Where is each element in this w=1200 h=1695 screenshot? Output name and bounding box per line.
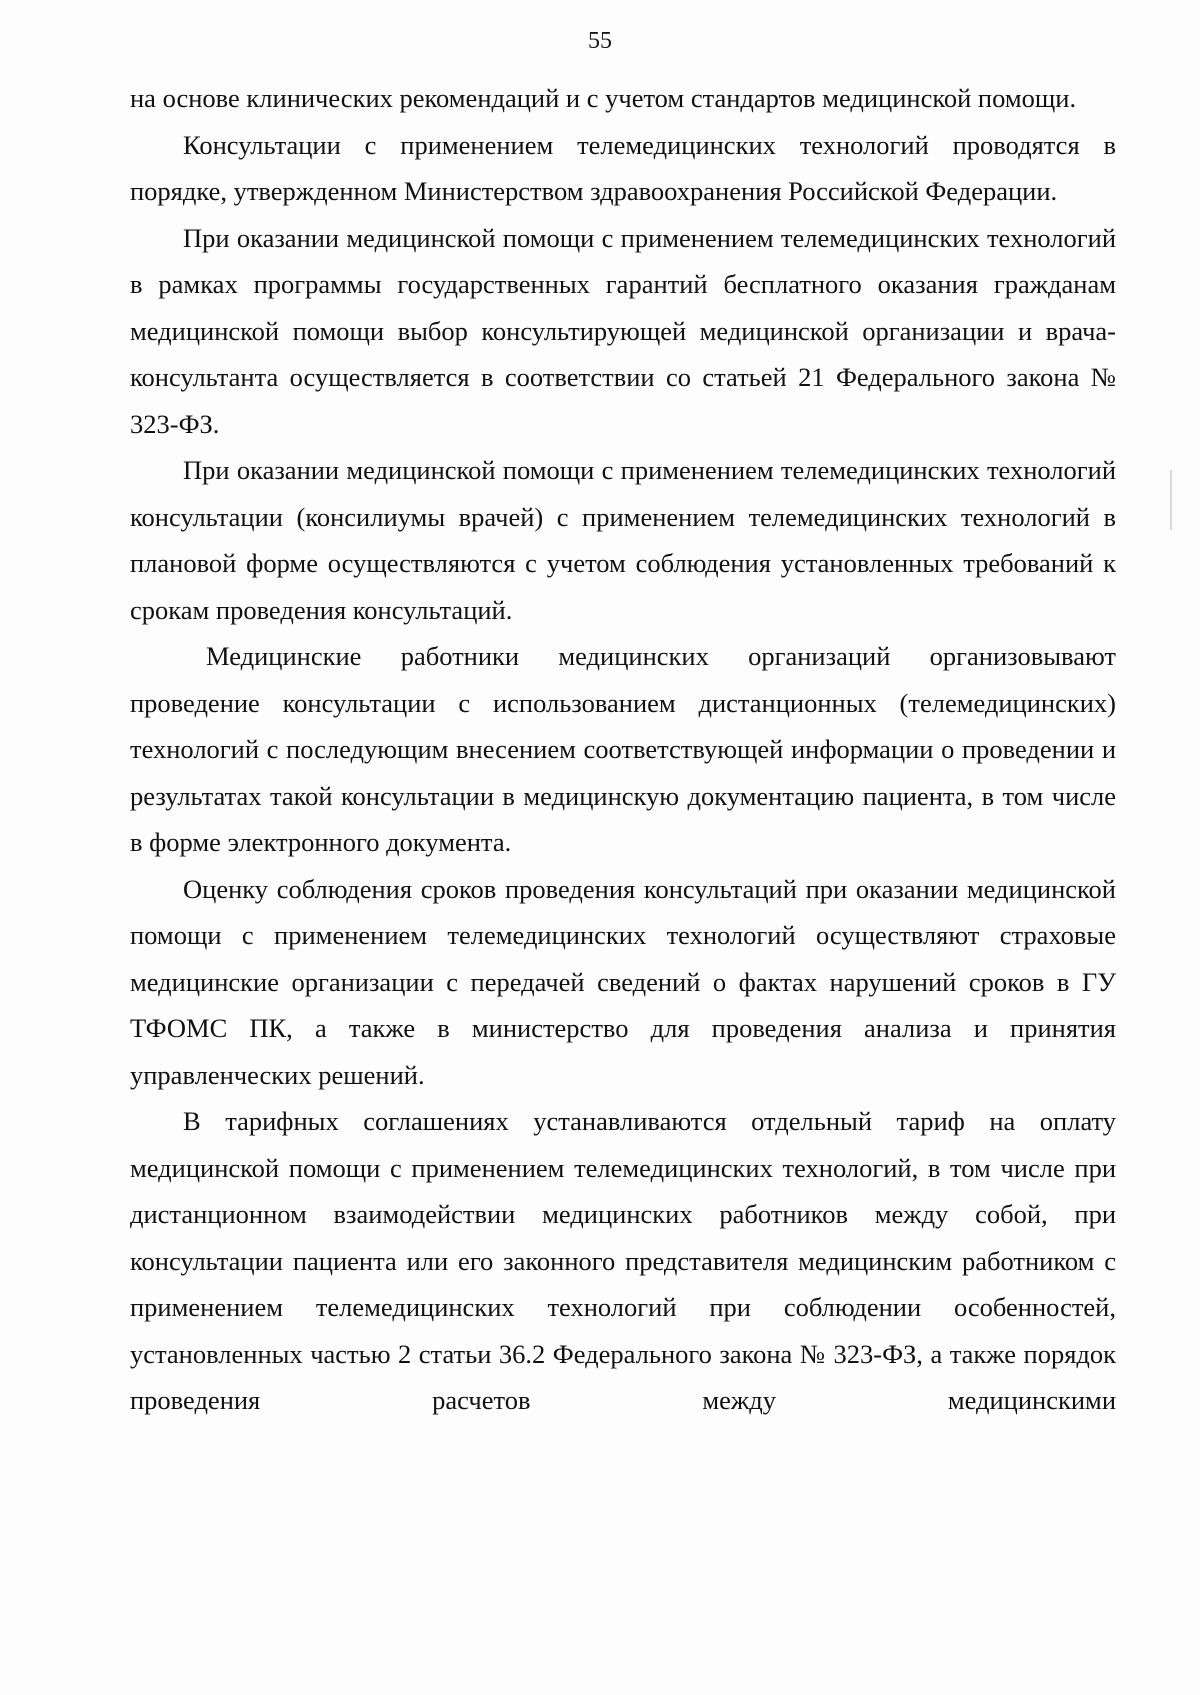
paragraph-telemedicine-consultations: Консультации с применением телемедицинских технологий проводятся в порядке, утвержденном Министерством здравоохранения Российской Федерации. (130, 129, 1116, 206)
paragraph-continuation: на основе клинических рекомендаций и с учетом стандартов медицинской помощи. (130, 83, 1077, 113)
paragraph-timeliness-assessment: Оценку соблюдения сроков проведения консультаций при оказании медицинской помощи с применением телемедицинских технологий осуществляют страховые медицинские организации с передачей сведений о фактах нарушений сроков в ГУ ТФОМС ПК, а также в министерство для проведения анализа и принятия управленческих решений. (130, 873, 1116, 1090)
page-number: 55 (588, 28, 612, 54)
paragraph-tariff-agreements: В тарифных соглашениях устанавливаются отдельный тариф на оплату медицинской помощи с применением телемедицинских технологий, в том числе при дистанционном взаимодействии медицинских работников между собой, при консультации пациента или его законного представителя медицинским работником с применением телемедицинских технологий при соблюдении особенностей, установленных частью 2 статьи 36.2 Федерального закона № 323-ФЗ, а также порядок проведения расчетов между медицинскими (130, 1106, 1116, 1415)
document-body (130, 75, 1116, 1424)
paragraph-consulting-organization-choice: При оказании медицинской помощи с применением телемедицинских технологий в рамках программы государственных гарантий бесплатного оказания гражданам медицинской помощи выбор консультирующей медицинской организации и врача-консультанта осуществляется в соответствии со статьей 21 Федерального закона № 323-ФЗ. (130, 222, 1116, 439)
paragraph-medical-workers: Медицинские работники медицинских организаций организовывают проведение консультации с использованием дистанционных (телемедицинских) технологий с последующим внесением соответствующей информации о проведении и результатах такой консультации в медицинскую документацию пациента, в том числе в форме электронного документа. (130, 641, 1116, 857)
scan-artifact (1170, 470, 1172, 530)
paragraph-planned-consultations: При оказании медицинской помощи с применением телемедицинских технологий консультации (консилиумы врачей) с применением телемедицинских технологий в плановой форме осуществляются с учетом соблюдения установленных требований к срокам проведения консультаций. (130, 455, 1116, 625)
